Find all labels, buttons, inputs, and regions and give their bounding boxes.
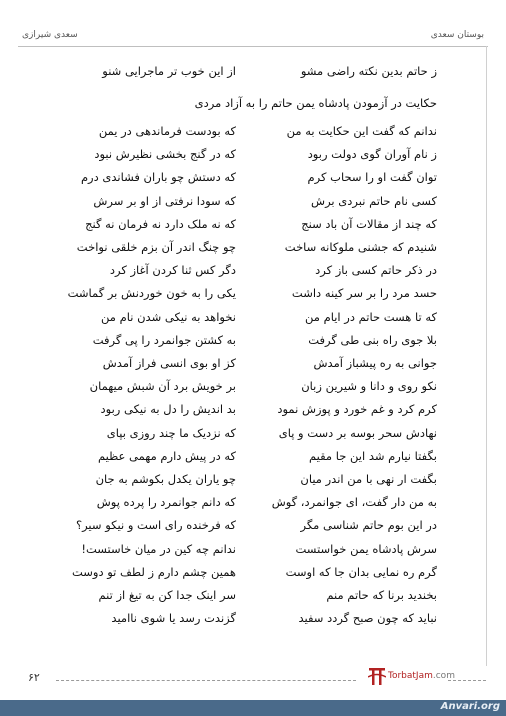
verse-hemistich-right: ز نام آوران گوی دولت ربود [307, 147, 437, 162]
verse-hemistich-left: ندانم چه کین در میان خاستست! [81, 541, 236, 556]
logo-icon [368, 667, 386, 687]
verse-hemistich-left: همین چشم دارم ز لطف تو دوست [71, 564, 236, 579]
verse-row [0, 259, 506, 281]
verse-hemistich-right: گرم ره نمایی بدان جا که اوست [285, 564, 437, 579]
author-name: سعدی شیرازی [22, 30, 78, 40]
verse-hemistich-left: سر اینک جدا کن به تیغ از تنم [98, 588, 236, 602]
verse-row [0, 306, 506, 328]
verse-hemistich-right: در ذکر حاتم کسی باز کرد [315, 263, 437, 278]
verse-hemistich-left: چو یاران یکدل بکوشم به جان [95, 472, 236, 486]
verse-row [0, 561, 506, 583]
verse-hemistich-right: شنیدم که جشنی ملوکانه ساخت [284, 240, 437, 254]
book-title: بوستان سعدی [430, 30, 484, 40]
verse-hemistich-right: بخندید برنا که حاتم منم [326, 588, 437, 602]
verse-hemistich-left: نخواهد به نیکی شدن نام من [101, 309, 236, 324]
verse-hemistich-right: که چند از مقالات آن باد سنج [301, 216, 437, 231]
verse-hemistich-right: نباید که چون صبح گردد سفید [298, 611, 437, 626]
verse-hemistich-right: سرش پادشاه یمن خواستست [295, 541, 437, 556]
verse-hemistich-left: یکی را به خون خوردنش بر گماشت [67, 286, 236, 301]
verse-hemistich-left: چو چنگ اندر آن بزم خلقی نواخت [76, 240, 236, 254]
verse-hemistich-right: بلا جوی راه بنی طی گرفت [308, 332, 437, 347]
verse-hemistich-left: گزندت رسد یا شوی ناامید [111, 611, 236, 626]
verse-row [0, 120, 506, 142]
verse-hemistich-right: بگفتا نیارم شد این جا مقیم [308, 448, 437, 463]
verse-hemistich-left: که نه ملک دارد نه فرمان نه گنج [85, 216, 236, 231]
verse-row [0, 445, 506, 467]
verse-row [0, 236, 506, 258]
verse-hemistich-left: بر خویش برد آن شبش میهمان [89, 379, 236, 394]
site-logo[interactable] [368, 667, 458, 687]
verse-hemistich-right: نکو روی و دانا و شیرین زبان [301, 379, 437, 394]
verse-row [0, 468, 506, 490]
verse-hemistich-left: دگر کس ثنا کردن آغاز کرد [109, 263, 236, 278]
verse-hemistich-right: ندانم که گفت این حکایت به من [286, 124, 437, 138]
verse-row [0, 352, 506, 374]
verse-hemistich-left: کز او بوی انسی فراز آمدش [102, 356, 236, 370]
verse-hemistich-left: که در گنج بخشی نظیرش نبود [94, 147, 236, 162]
page-number: ۶۲ [28, 671, 40, 684]
verse-hemistich-left: که بودست فرماندهی در یمن [98, 124, 236, 138]
verse-row [0, 491, 506, 513]
watermark: Anvari.org [440, 701, 500, 712]
verse-hemistich-right: حسد مرد را بر سر کینه داشت [291, 286, 437, 301]
verse-hemistich-left: که دانم جوانمرد را پرده پوش [96, 495, 236, 510]
verse-row [0, 375, 506, 397]
bottom-bar [0, 700, 506, 716]
verse-hemistich-right: کرم کرد و غم خورد و پوزش نمود [277, 402, 437, 417]
verse-row [0, 398, 506, 420]
logo-text: TorbatJam.com [388, 671, 455, 681]
verse-hemistich-left: که سودا نرفتی از او بر سرش [93, 193, 236, 208]
verse-hemistich-right: توان گفت او را سحاب کرم [307, 170, 437, 185]
footer-divider-left [56, 680, 356, 681]
verse-row [0, 538, 506, 560]
verse-hemistich-right: به من دار گفت، ای جوانمرد، گوش [271, 495, 437, 510]
verse-row [0, 607, 506, 629]
verse-row [0, 282, 506, 304]
verse-hemistich-right: که تا هست حاتم در ایام من [305, 309, 437, 324]
verse-row [0, 514, 506, 536]
verse-hemistich-left: بد اندیش را دل به نیکی ربود [100, 402, 236, 417]
verse-hemistich-left: که دستش چو باران فشاندی درم [80, 170, 236, 185]
verse-hemistich-left: به کشتن جوانمرد را پی گرفت [92, 332, 236, 347]
opening-verse [0, 60, 506, 82]
verse-row [0, 584, 506, 606]
verse-hemistich-right: نهادش سحر بوسه بر دست و پای [278, 425, 437, 440]
verse-hemistich-right: در این بوم حاتم شناسی مگر [300, 518, 437, 533]
verse-hemistich-right: ز حاتم بدین نکته راضی مشو [300, 64, 437, 78]
verse-hemistich-left: از این خوب تر ماجرایی شنو [102, 64, 236, 78]
verse-row [0, 422, 506, 444]
verse-row [0, 329, 506, 351]
page-header [18, 30, 488, 47]
verse-hemistich-right: کسی نام حاتم نبردی برش [311, 193, 437, 208]
verse-hemistich-left: که نزدیک ما چند روزی بپای [106, 425, 236, 440]
verse-row [0, 190, 506, 212]
verse-row [0, 166, 506, 188]
verse-row [0, 143, 506, 165]
verse-hemistich-left: که فرخنده رای است و نیکو سیر؟ [75, 518, 236, 533]
verse-hemistich-right: جوانی به ره پیشباز آمدش [313, 356, 437, 370]
verse-row [0, 213, 506, 235]
verse-hemistich-left: که در پیش دارم مهمی عظیم [97, 448, 236, 463]
section-title: حکایت در آزمودن پادشاه یمن حاتم را به آزاد مردی [194, 96, 437, 110]
verse-hemistich-right: بگفت ار نهی با من اندر میان [300, 472, 437, 486]
